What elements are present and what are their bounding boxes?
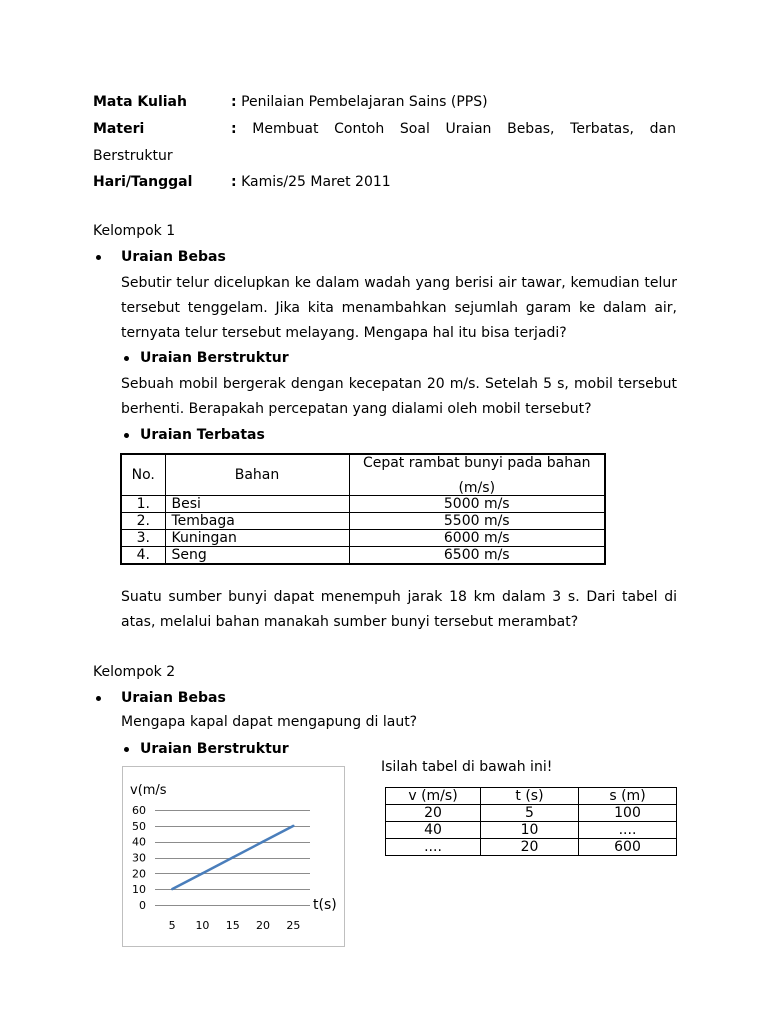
header-t: t (s) [481, 788, 579, 805]
x-tick-label: 5 [168, 919, 176, 932]
data-point [262, 840, 264, 842]
cell-t: 10 [481, 822, 579, 839]
k1-berstruktur-line: berhenti. Berapakah percepatan yang dialami oleh mobil tersebut? [121, 401, 592, 417]
materi-value-line [231, 119, 676, 139]
header-s: s (m) [579, 788, 677, 805]
cell-cepat-rambat: 5500 m/s [349, 513, 605, 530]
cell-v: 40 [386, 822, 481, 839]
kelompok-1-title: Kelompok 1 [93, 223, 176, 239]
colon: : [231, 121, 237, 137]
y-tick-label: 50 [132, 819, 146, 833]
sound-speed-table [120, 453, 606, 565]
y-axis-label: v(m/s [130, 783, 167, 798]
k1-terbatas-question-line: atas, melalui bahan manakah sumber bunyi tersebut merambat? [121, 614, 579, 630]
header-v: v (m/s) [386, 788, 481, 805]
cell-bahan: Kuningan [165, 530, 349, 547]
cell-bahan: Besi [165, 496, 349, 513]
x-axis-label: t(s) [313, 897, 337, 913]
table-header-row [121, 454, 605, 496]
y-tick-label: 20 [132, 867, 146, 881]
table-row [121, 547, 605, 565]
y-tick-label: 30 [132, 851, 146, 865]
hari-tanggal-label: Hari/Tanggal [93, 174, 193, 190]
cell-no: 4. [121, 547, 165, 565]
colon: : [231, 94, 237, 110]
hari-tanggal-value-line [231, 172, 391, 192]
materi-value-line-1: Membuat Contoh Soal Uraian Bebas, Terbatas, dan [252, 121, 676, 137]
cell-t: 20 [481, 839, 579, 856]
x-tick-label: 10 [195, 919, 210, 932]
cell-no: 1. [121, 496, 165, 513]
cell-no: 3. [121, 530, 165, 547]
header-cepat-rambat-line-1: Cepat rambat bunyi pada bahan [362, 455, 591, 471]
colon: : [231, 174, 237, 190]
materi-label: Materi [93, 121, 145, 137]
bullet-icon [124, 433, 129, 438]
header-cepat-rambat-line-2: (m/s) [458, 480, 496, 496]
data-point [201, 872, 203, 874]
k2-uraian-berstruktur-heading: Uraian Berstruktur [140, 741, 289, 757]
header-cepat-rambat [349, 454, 605, 496]
mata-kuliah-label: Mata Kuliah [93, 94, 187, 110]
cell-s: .... [579, 822, 677, 839]
k1-uraian-berstruktur-heading: Uraian Berstruktur [140, 350, 289, 366]
cell-cepat-rambat: 5000 m/s [349, 496, 605, 513]
k2-bebas-line: Mengapa kapal dapat mengapung di laut? [121, 714, 418, 730]
k1-bebas-line: ternyata telur tersebut melayang. Mengapa hal itu bisa terjadi? [121, 325, 567, 341]
table-row [386, 839, 677, 856]
materi-value-line-2: Berstruktur [93, 148, 173, 164]
data-point [292, 825, 294, 827]
cell-t: 5 [481, 805, 579, 822]
table-row [121, 496, 605, 513]
k1-uraian-bebas-heading: Uraian Bebas [121, 249, 226, 265]
cell-v: 20 [386, 805, 481, 822]
y-tick-label: 60 [132, 804, 146, 817]
bullet-icon [124, 356, 129, 361]
motion-table [385, 787, 677, 856]
table-row [386, 822, 677, 839]
y-tick-label: 0 [139, 899, 146, 912]
bullet-icon [96, 696, 101, 701]
bullet-icon [124, 747, 129, 752]
y-tick-label: 10 [132, 883, 146, 897]
header-bahan: Bahan [165, 454, 349, 496]
table-row [121, 530, 605, 547]
mata-kuliah-value-line [231, 92, 488, 112]
cell-bahan: Seng [165, 547, 349, 565]
table-row [386, 805, 677, 822]
mata-kuliah-value: Penilaian Pembelajaran Sains (PPS) [241, 94, 488, 110]
table-header-row [386, 788, 677, 805]
cell-cepat-rambat: 6500 m/s [349, 547, 605, 565]
cell-no: 2. [121, 513, 165, 530]
x-tick-label: 15 [225, 919, 240, 932]
y-tick-label: 40 [132, 835, 146, 849]
header-no: No. [121, 454, 165, 496]
k2-instruction: Isilah tabel di bawah ini! [381, 759, 553, 775]
cell-v: .... [386, 839, 481, 856]
k1-bebas-line: tersebut tenggelam. Jika kita menambahkan sejumlah garam ke dalam air, [121, 300, 677, 316]
cell-bahan: Tembaga [165, 513, 349, 530]
hari-tanggal-value: Kamis/25 Maret 2011 [241, 174, 391, 190]
velocity-time-chart [122, 766, 345, 947]
x-tick-label: 25 [286, 919, 301, 932]
cell-s: 600 [579, 839, 677, 856]
k2-uraian-bebas-heading: Uraian Bebas [121, 690, 226, 706]
k1-terbatas-question-line: Suatu sumber bunyi dapat menempuh jarak 18 km dalam 3 s. Dari tabel di [121, 589, 677, 605]
cell-s: 100 [579, 805, 677, 822]
bullet-icon [96, 255, 101, 260]
k1-uraian-terbatas-heading: Uraian Terbatas [140, 427, 265, 443]
data-point [232, 856, 234, 858]
kelompok-2-title: Kelompok 2 [93, 664, 176, 680]
cell-cepat-rambat: 6000 m/s [349, 530, 605, 547]
x-tick-label: 20 [256, 919, 271, 932]
data-point [171, 888, 173, 890]
k1-bebas-line: Sebutir telur dicelupkan ke dalam wadah yang berisi air tawar, kemudian telur [121, 275, 677, 291]
table-row [121, 513, 605, 530]
k1-berstruktur-line: Sebuah mobil bergerak dengan kecepatan 20 m/s. Setelah 5 s, mobil tersebut [121, 376, 677, 392]
